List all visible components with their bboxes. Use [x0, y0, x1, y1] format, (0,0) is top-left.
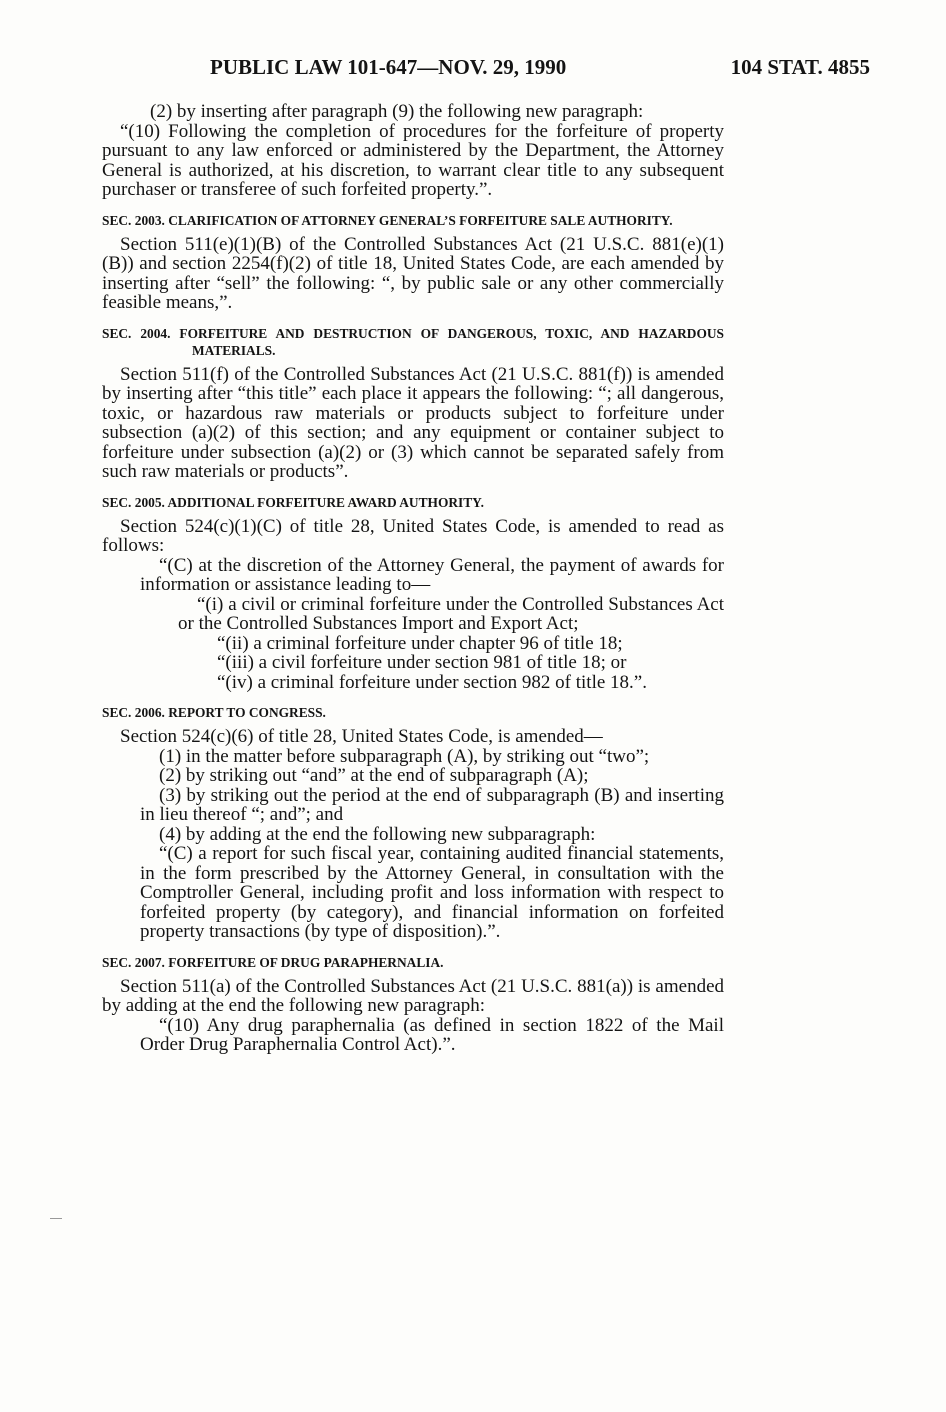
section-heading: SEC. 2004. FORFEITURE AND DESTRUCTION OF DANGEROUS, TOXIC, AND HAZARDOUS MATERIALS. [102, 325, 724, 358]
paragraph: (2) by inserting after paragraph (9) the following new paragraph: [150, 101, 644, 122]
paragraph: (4) by adding at the end the following new subparagraph: [159, 823, 596, 845]
paragraph: “(iii) a civil forfeiture under section 981 of title 18; or [217, 652, 627, 673]
paragraph: “(10) Any drug paraphernalia (as defined in section 1822 of the Mail Order Drug Paraphernalia Control Act).”. [140, 1014, 724, 1055]
stat-page-number: 104 STAT. 4855 [730, 55, 870, 79]
paragraph: (3) by striking out the period at the end of subparagraph (B) and inserting in lieu thereof “; and”; and [140, 784, 724, 825]
paragraph: Section 524(c)(6) of title 28, United States Code, is amended— [120, 726, 603, 747]
document-body [102, 102, 724, 1055]
paragraph: “(10) Following the completion of procedures for the forfeiture of property pursuant to any law enforced or administered by the Department, the Attorney General is authorized, at his discretion, to warrant clear title to any subsequent purchaser or transferee of such forfeited property.”. [102, 120, 724, 200]
paragraph: Section 511(f) of the Controlled Substances Act (21 U.S.C. 881(f)) is amended by inserting after “this title” each place it appears the following: “; all dangerous, toxic, or hazardous raw materials or products subject to forfeiture under subsection (a)(2) of this section; and any equipment or container subject to forfeiture under subsection (a)(2) or (3) which cannot be separated safely from such raw materials or products”. [102, 363, 724, 482]
scan-mark [50, 1218, 62, 1219]
paragraph: (1) in the matter before subparagraph (A), by striking out “two”; [159, 745, 650, 767]
section-heading: SEC. 2005. ADDITIONAL FORFEITURE AWARD AUTHORITY. [102, 494, 484, 510]
paragraph: Section 511(a) of the Controlled Substances Act (21 U.S.C. 881(a)) is amended by adding at the end the following new paragraph: [102, 975, 724, 1016]
paragraph: (2) by striking out “and” at the end of subparagraph (A); [159, 765, 589, 786]
section-heading: SEC. 2006. REPORT TO CONGRESS. [102, 705, 326, 720]
section-heading: SEC. 2007. FORFEITURE OF DRUG PARAPHERNALIA. [102, 954, 444, 970]
paragraph: “(iv) a criminal forfeiture under section 982 of title 18.”. [217, 671, 647, 693]
paragraph: Section 511(e)(1)(B) of the Controlled Substances Act (21 U.S.C. 881(e)(1)(B)) and section 2254(f)(2) of title 18, United States Code, are each amended by inserting after “sell” the following: “, by public sale or any other commercially feasible means,”. [102, 233, 724, 313]
paragraph: Section 524(c)(1)(C) of title 28, United States Code, is amended to read as follows: [102, 515, 724, 556]
page-header [0, 55, 946, 89]
running-head-title: PUBLIC LAW 101-647—NOV. 29, 1990 [210, 55, 567, 79]
section-heading: SEC. 2003. CLARIFICATION OF ATTORNEY GENERAL’S FORFEITURE SALE AUTHORITY. [102, 212, 673, 228]
paragraph: “(C) at the discretion of the Attorney General, the payment of awards for information or assistance leading to— [140, 554, 724, 595]
paragraph: “(ii) a criminal forfeiture under chapter 96 of title 18; [217, 632, 623, 654]
paragraph: “(i) a civil or criminal forfeiture under the Controlled Substances Act or the Controlled Substances Import and Export Act; [178, 593, 724, 634]
paragraph: “(C) a report for such fiscal year, containing audited financial statements, in the form prescribed by the Attorney General, in consultation with the Comptroller General, including profit and loss information with respect to forfeited property (by category), and financial information on forfeited property transactions (by type of disposition).”. [140, 843, 724, 942]
